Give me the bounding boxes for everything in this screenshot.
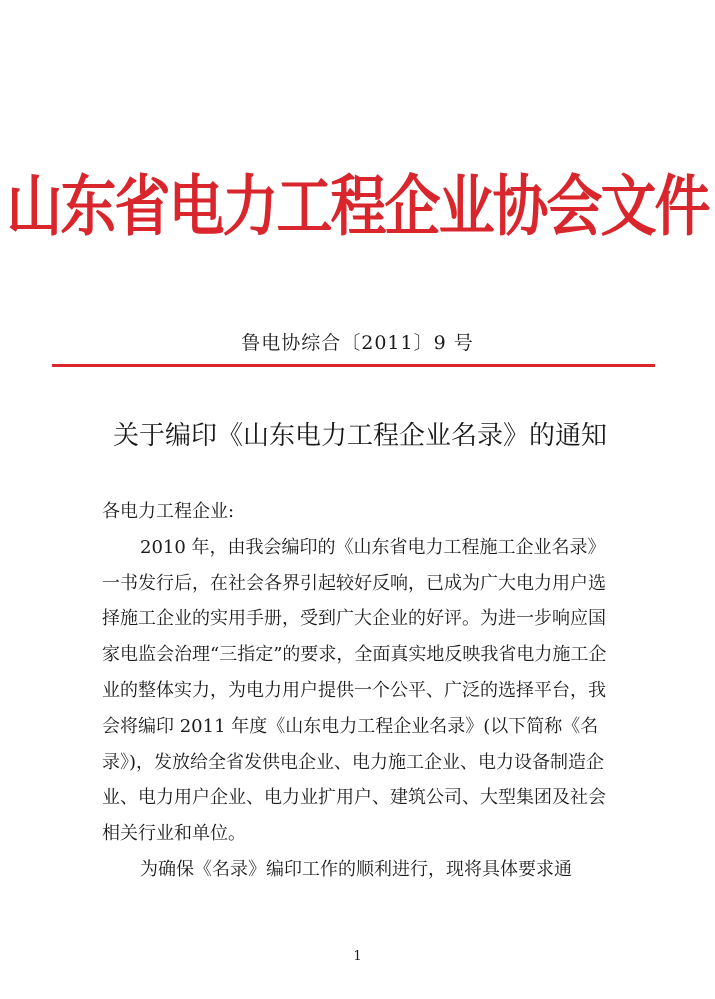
page-number: 1 bbox=[353, 949, 362, 964]
notice-title: 关于编印《山东电力工程企业名录》的通知 bbox=[112, 421, 607, 451]
body-paragraph-1: 2010 年，由我会编印的《山东省电力工程施工企业名录》一书发行后，在社会各界引起较好反响，已成为广大电力用户选择施工企业的实用手册，受到广大企业的好评。为进一步响应国家电监会治理“三指定”的要求，全面真实地反映我省电力施工企业的整体实力，为电力用户提供一个公平、广泛的选择平台，我会将编印 2011 年度《山东电力工程企业名录》(以下简称《名录》)，发放给全省发供电企业、电力施工企业、电力设备制造企业、电力用户企业、电力业扩用户、建筑公司、大型集团及社会相关行业和单位。 bbox=[102, 536, 607, 845]
org-masthead-title: 山东省电力工程企业协会文件 bbox=[6, 168, 709, 246]
document-number: 鲁电协综合〔2011〕9 号 bbox=[241, 332, 474, 354]
notice-body bbox=[102, 494, 622, 888]
salutation: 各电力工程企业: bbox=[102, 501, 235, 522]
body-paragraph-2: 为确保《名录》编印工作的顺利进行，现将具体要求通 bbox=[140, 858, 572, 880]
red-divider-line bbox=[52, 364, 655, 367]
